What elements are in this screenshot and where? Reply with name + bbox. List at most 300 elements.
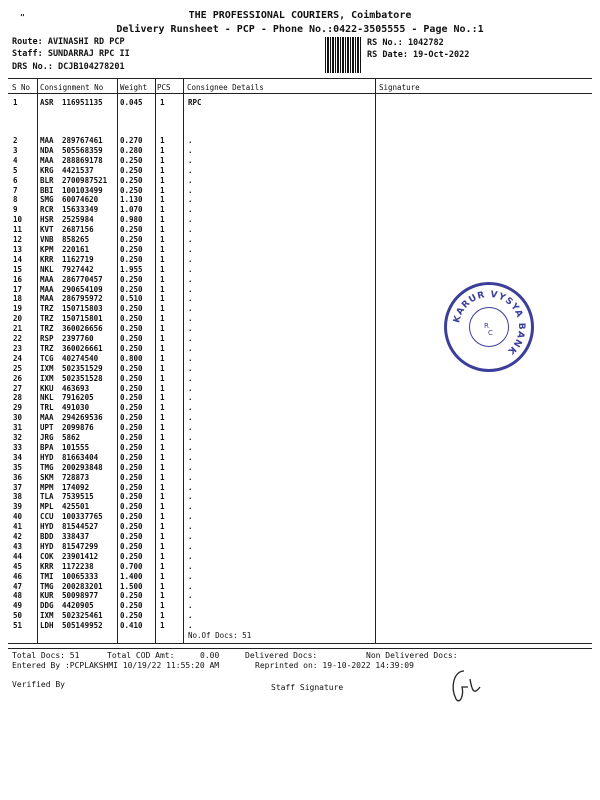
cell-pcs: 1 [160, 472, 165, 482]
cell-sno: 5 [13, 165, 18, 175]
table-row [0, 304, 375, 314]
cell-weight: 0.250 [120, 363, 143, 373]
table-row [0, 275, 375, 285]
cell-sno: 32 [13, 433, 23, 442]
table-bottom-rule [8, 643, 592, 644]
cell-consignment-no: 505568359 [62, 145, 103, 155]
cell-weight: 1.955 [120, 264, 143, 274]
cell-station-code: HYD [40, 452, 54, 462]
cell-station-code: SMG [40, 195, 54, 205]
cell-station-code: RCR [40, 205, 54, 215]
cell-consignee: . [188, 393, 193, 403]
runsheet-subtitle: Delivery Runsheet - PCP - Phone No.:0422-3505555 - Page No.:1 [116, 24, 484, 35]
cell-station-code: IXM [40, 373, 54, 383]
total-docs: Total Docs: 51 [12, 651, 80, 660]
table-header-rule [8, 93, 592, 94]
cell-sno: 3 [13, 145, 18, 155]
svg-text:R: R [484, 322, 489, 330]
cell-consignment-no: 81544527 [62, 522, 99, 532]
table-row [0, 166, 375, 176]
cell-consignment-no: 81663404 [62, 452, 99, 462]
cell-pcs: 1 [160, 423, 165, 433]
cell-sno: 45 [13, 561, 23, 571]
cell-consignment-no: 505149952 [62, 621, 103, 631]
cell-consignee: . [188, 244, 193, 254]
cell-consignment-no: 1172238 [62, 561, 94, 571]
cell-pcs: 1 [160, 551, 165, 561]
cell-consignee: . [188, 145, 193, 155]
cell-consignee: . [188, 185, 193, 195]
cell-pcs: 1 [160, 611, 165, 621]
cell-consignment-no: 4420905 [62, 601, 94, 611]
cell-station-code: VNB [40, 235, 54, 244]
table-row [0, 423, 375, 433]
cell-consignee: . [188, 621, 193, 631]
cell-sno: 4 [13, 155, 18, 165]
cell-sno: 22 [13, 334, 23, 343]
cell-consignee: . [188, 571, 193, 581]
cell-consignee: . [188, 492, 193, 502]
cell-station-code: TCG [40, 353, 54, 363]
cell-pcs: 1 [160, 314, 165, 324]
cell-weight: 0.280 [120, 145, 143, 155]
cell-station-code: KRR [40, 254, 54, 264]
cell-consignee: . [188, 264, 193, 274]
cell-consignment-no: 220161 [62, 244, 90, 254]
footer-rule [8, 648, 592, 649]
table-row [0, 334, 375, 344]
cell-weight: 0.250 [120, 611, 143, 621]
cell-pcs: 1 [160, 225, 165, 235]
cell-consignment-no: 10065333 [62, 571, 99, 581]
no-of-docs: No.Of Docs: 51 [188, 631, 252, 640]
cell-consignment-no: 2525984 [62, 215, 94, 225]
cell-consignment-no: 23901412 [62, 551, 99, 561]
cell-sno: 34 [13, 452, 23, 462]
table-row [0, 591, 375, 601]
table-row [0, 324, 375, 334]
table-row [0, 473, 375, 483]
cell-pcs: 1 [160, 403, 165, 413]
cell-station-code: UPT [40, 423, 54, 433]
table-row [0, 483, 375, 493]
table-row [0, 176, 375, 186]
cell-consignment-no: 100103499 [62, 185, 103, 195]
cell-station-code: TRZ [40, 304, 54, 314]
cell-consignee: . [188, 304, 193, 314]
cell-station-code: NKL [40, 393, 54, 403]
cell-station-code: KKU [40, 383, 54, 393]
cell-sno: 13 [13, 244, 23, 254]
table-row [0, 146, 375, 156]
cell-pcs: 1 [160, 145, 165, 155]
stamp-lettering [444, 282, 534, 372]
cell-consignment-no: 286795972 [62, 294, 103, 304]
bank-stamp [444, 282, 534, 372]
cell-consignment-no: 463693 [62, 383, 90, 393]
cell-weight: 0.700 [120, 561, 143, 571]
cell-station-code: IXM [40, 363, 54, 373]
cell-weight: 0.250 [120, 522, 143, 532]
cell-weight: 0.250 [120, 413, 143, 423]
cell-consignee: . [188, 225, 193, 235]
cell-pcs: 1 [160, 324, 165, 334]
col-divider-5 [375, 78, 376, 643]
cell-pcs: 1 [160, 205, 165, 215]
cell-sno: 38 [13, 492, 23, 502]
cell-consignee: . [188, 363, 193, 373]
cell-pcs: 1 [160, 452, 165, 462]
table-row [0, 136, 375, 146]
cell-consignment-no: 290654109 [62, 284, 103, 294]
cell-sno: 47 [13, 581, 23, 591]
cell-consignment-no: 360026656 [62, 324, 103, 334]
cell-consignment-no: 360026661 [62, 343, 103, 353]
cell-consignment-no: 502325461 [62, 611, 103, 621]
cell-pcs: 1 [160, 512, 165, 522]
cell-sno: 26 [13, 373, 23, 383]
cell-sno: 49 [13, 601, 23, 611]
cell-consignee: . [188, 403, 193, 413]
cell-consignment-no: 491030 [62, 403, 90, 413]
cell-station-code: BDD [40, 532, 54, 541]
cell-consignment-no: 5862 [62, 433, 81, 442]
cell-consignee: . [188, 215, 193, 225]
cell-consignee: . [188, 462, 193, 472]
table-row [0, 255, 375, 265]
cell-consignee: . [188, 353, 193, 363]
cell-sno: 10 [13, 215, 23, 225]
cell-pcs: 1 [160, 492, 165, 502]
cell-pcs: 1 [160, 363, 165, 373]
entered-by: Entered By :PCPLAKSHMI 10/19/22 11:55:20 AM [12, 661, 220, 670]
col-header-consignment: Consignment No [40, 83, 104, 92]
cell-station-code: TRL [40, 403, 54, 413]
table-row [0, 443, 375, 453]
table-row [0, 215, 375, 225]
cell-weight: 0.250 [120, 254, 143, 264]
cell-consignee: . [188, 284, 193, 294]
table-row [0, 374, 375, 384]
barcode [325, 37, 361, 73]
table-row [0, 601, 375, 611]
cell-sno: 23 [13, 343, 23, 353]
cell-station-code: HSR [40, 215, 54, 225]
cell-station-code: JRG [40, 433, 54, 442]
reprinted-on: Reprinted on: 19-10-2022 14:39:09 [255, 661, 414, 670]
cell-sno: 51 [13, 621, 23, 631]
cell-consignment-no: 7916205 [62, 393, 94, 403]
cell-consignee: . [188, 314, 193, 324]
cell-pcs: 1 [160, 541, 165, 551]
cell-station-code: MPM [40, 482, 54, 492]
cell-pcs: 1 [160, 373, 165, 383]
cell-consignee: . [188, 324, 193, 334]
cell-station-code: TMI [40, 571, 54, 581]
table-row [0, 384, 375, 394]
cell-station-code: TLA [40, 492, 54, 502]
cell-consignee: . [188, 561, 193, 571]
cell-sno: 50 [13, 611, 23, 621]
cell-consignee: . [188, 442, 193, 452]
cell-pcs: 1 [160, 413, 165, 423]
cell-consignee: . [188, 413, 193, 423]
cell-consignee: . [188, 383, 193, 393]
cell-weight: 0.250 [120, 482, 143, 492]
cell-sno: 31 [13, 423, 23, 433]
table-row [0, 512, 375, 522]
table-row [0, 542, 375, 552]
cell-station-code: TRZ [40, 324, 54, 334]
cell-sno: 48 [13, 591, 23, 601]
cell-weight: 0.250 [120, 462, 143, 472]
cell-weight: 0.510 [120, 294, 143, 304]
cell-consignment-no: 502351529 [62, 363, 103, 373]
cell-sno: 6 [13, 175, 18, 185]
cell-weight: 0.250 [120, 452, 143, 462]
cell-consignment-no: 100337765 [62, 512, 103, 522]
cell-station-code: MAA [40, 294, 54, 304]
cell-consignee: . [188, 581, 193, 591]
cell-consignee: . [188, 433, 193, 442]
table-row [0, 552, 375, 562]
cell-consignment-no: 4421537 [62, 165, 94, 175]
cell-consignee: . [188, 502, 193, 512]
cell-consignee: . [188, 482, 193, 492]
cell-weight: 0.045 [120, 98, 143, 107]
table-row [0, 403, 375, 413]
cell-pcs: 1 [160, 175, 165, 185]
cell-station-code: KUR [40, 591, 54, 601]
cell-weight: 0.250 [120, 324, 143, 334]
cell-consignee: . [188, 373, 193, 383]
cell-station-code: HYD [40, 541, 54, 551]
cell-consignee: . [188, 343, 193, 353]
cell-pcs: 1 [160, 532, 165, 541]
cell-pcs: 1 [160, 522, 165, 532]
cell-pcs: 1 [160, 561, 165, 571]
cell-pcs: 1 [160, 274, 165, 284]
cell-sno: 25 [13, 363, 23, 373]
cell-consignee: . [188, 611, 193, 621]
cell-station-code: TRZ [40, 314, 54, 324]
cell-station-code: BPA [40, 442, 54, 452]
cell-pcs: 1 [160, 304, 165, 314]
table-row [0, 611, 375, 621]
cell-station-code: HYD [40, 522, 54, 532]
table-row [0, 186, 375, 196]
cell-station-code: IXM [40, 611, 54, 621]
cell-sno: 44 [13, 551, 23, 561]
cell-weight: 0.250 [120, 492, 143, 502]
cell-weight: 0.250 [120, 403, 143, 413]
cell-sno: 9 [13, 205, 18, 215]
cell-pcs: 1 [160, 433, 165, 442]
cell-consignment-no: 425501 [62, 502, 90, 512]
cell-station-code: NKL [40, 264, 54, 274]
cell-pcs: 1 [160, 334, 165, 343]
cell-sno: 29 [13, 403, 23, 413]
cell-weight: 0.250 [120, 334, 143, 343]
rs-date: RS Date: 19-Oct-2022 [367, 50, 470, 60]
cell-weight: 0.250 [120, 502, 143, 512]
cell-station-code: MAA [40, 284, 54, 294]
cell-station-code: KPM [40, 244, 54, 254]
table-row [0, 195, 375, 205]
svg-text:C: C [488, 329, 493, 337]
cell-sno: 46 [13, 571, 23, 581]
cell-pcs: 1 [160, 442, 165, 452]
table-row [0, 453, 375, 463]
cell-consignee: . [188, 235, 193, 244]
cell-consignee: . [188, 294, 193, 304]
cell-pcs: 1 [160, 136, 165, 145]
cell-pcs: 1 [160, 383, 165, 393]
table-row [0, 532, 375, 542]
table-row [0, 285, 375, 295]
cell-consignee: . [188, 541, 193, 551]
cell-pcs: 1 [160, 264, 165, 274]
cell-sno: 12 [13, 235, 23, 244]
cell-consignee: . [188, 551, 193, 561]
table-row [0, 621, 375, 631]
col-header-signature: Signature [379, 83, 420, 92]
table-row [0, 205, 375, 215]
cell-weight: 1.130 [120, 195, 143, 205]
cell-sno: 30 [13, 413, 23, 423]
cell-consignee: . [188, 155, 193, 165]
cell-station-code: MAA [40, 136, 54, 145]
cell-station-code: TMG [40, 581, 54, 591]
cell-sno: 15 [13, 264, 23, 274]
cell-consignee: . [188, 136, 193, 145]
cell-consignee: . [188, 522, 193, 532]
cell-pcs: 1 [160, 284, 165, 294]
cell-sno: 14 [13, 254, 23, 264]
cell-sno: 19 [13, 304, 23, 314]
svg-text:KARUR VYSYA BANK: KARUR VYSYA BANK [452, 289, 527, 357]
cell-pcs: 1 [160, 482, 165, 492]
cell-weight: 0.250 [120, 185, 143, 195]
cell-pcs: 1 [160, 462, 165, 472]
cell-pcs: 1 [160, 155, 165, 165]
cell-weight: 0.250 [120, 284, 143, 294]
cell-station-code: MAA [40, 413, 54, 423]
cell-consignment-no: 294269536 [62, 413, 103, 423]
rs-number: RS No.: 1042782 [367, 38, 444, 48]
cell-pcs: 1 [160, 353, 165, 363]
cell-weight: 0.250 [120, 551, 143, 561]
cell-consignment-no: 150715803 [62, 304, 103, 314]
col-header-weight: Weight [120, 83, 148, 92]
cell-weight: 0.250 [120, 304, 143, 314]
cell-sno: 16 [13, 274, 23, 284]
cell-consignee: . [188, 195, 193, 205]
cell-consignment-no: 174092 [62, 482, 90, 492]
cell-sno: 2 [13, 136, 18, 145]
cell-sno: 20 [13, 314, 23, 324]
table-row [0, 344, 375, 354]
cell-weight: 0.250 [120, 532, 143, 541]
cell-station-code: KVT [40, 225, 54, 235]
cell-weight: 0.250 [120, 512, 143, 522]
cell-weight: 0.250 [120, 314, 143, 324]
cell-consignee: . [188, 175, 193, 185]
table-row [0, 235, 375, 245]
cell-sno: 21 [13, 324, 23, 334]
cell-weight: 1.500 [120, 581, 143, 591]
cell-station-code: MAA [40, 155, 54, 165]
cell-consignee: . [188, 254, 193, 264]
cell-consignee: . [188, 423, 193, 433]
cell-station-code: KRR [40, 561, 54, 571]
delivered-docs: Delivered Docs: [245, 651, 318, 660]
cell-pcs: 1 [160, 591, 165, 601]
cell-pcs: 1 [160, 343, 165, 353]
cell-sno: 41 [13, 522, 23, 532]
company-title: THE PROFESSIONAL COURIERS, Coimbatore [188, 10, 412, 21]
cell-consignment-no: 200283201 [62, 581, 103, 591]
table-row [0, 562, 375, 572]
cell-consignment-no: 286770457 [62, 274, 103, 284]
cell-weight: 0.250 [120, 433, 143, 442]
cell-consignment-no: 2700987521 [62, 175, 108, 185]
cell-sno: 42 [13, 532, 23, 541]
col-header-consignee: Consignee Details [187, 83, 264, 92]
cell-weight: 0.250 [120, 244, 143, 254]
table-row [0, 245, 375, 255]
cell-sno: 18 [13, 294, 23, 304]
col-header-pcs: PCS [157, 83, 171, 92]
cell-pcs: 1 [160, 254, 165, 264]
cell-weight: 0.270 [120, 136, 143, 145]
table-row [0, 314, 375, 324]
cell-weight: 0.980 [120, 215, 143, 225]
cell-weight: 1.400 [120, 571, 143, 581]
cell-station-code: SKM [40, 472, 54, 482]
cell-pcs: 1 [160, 601, 165, 611]
cell-consignee: . [188, 452, 193, 462]
cell-consignment-no: 150715801 [62, 314, 103, 324]
cell-pcs: 1 [160, 165, 165, 175]
cell-pcs: 1 [160, 195, 165, 205]
table-row [0, 492, 375, 502]
cell-pcs: 1 [160, 581, 165, 591]
cell-station-code: RSP [40, 334, 54, 343]
cell-sno: 28 [13, 393, 23, 403]
table-row [0, 433, 375, 443]
table-row [0, 156, 375, 166]
cell-station-code: NDA [40, 145, 54, 155]
cell-station-code: DDG [40, 601, 54, 611]
cell-sno: 27 [13, 383, 23, 393]
cell-pcs: 1 [160, 621, 165, 631]
table-row [0, 354, 375, 364]
table-row [0, 582, 375, 592]
cell-station-code: TRZ [40, 343, 54, 353]
cell-consignment-no: 40274540 [62, 353, 99, 363]
cell-station-code: MAA [40, 274, 54, 284]
cell-consignment-no: 289767461 [62, 136, 103, 145]
table-row [0, 265, 375, 275]
cell-consignee: . [188, 205, 193, 215]
cell-consignment-no: 101555 [62, 442, 90, 452]
table-row [0, 502, 375, 512]
cell-consignment-no: 288869178 [62, 155, 103, 165]
cell-weight: 0.250 [120, 442, 143, 452]
cell-weight: 0.250 [120, 155, 143, 165]
cell-station-code: KRG [40, 165, 54, 175]
